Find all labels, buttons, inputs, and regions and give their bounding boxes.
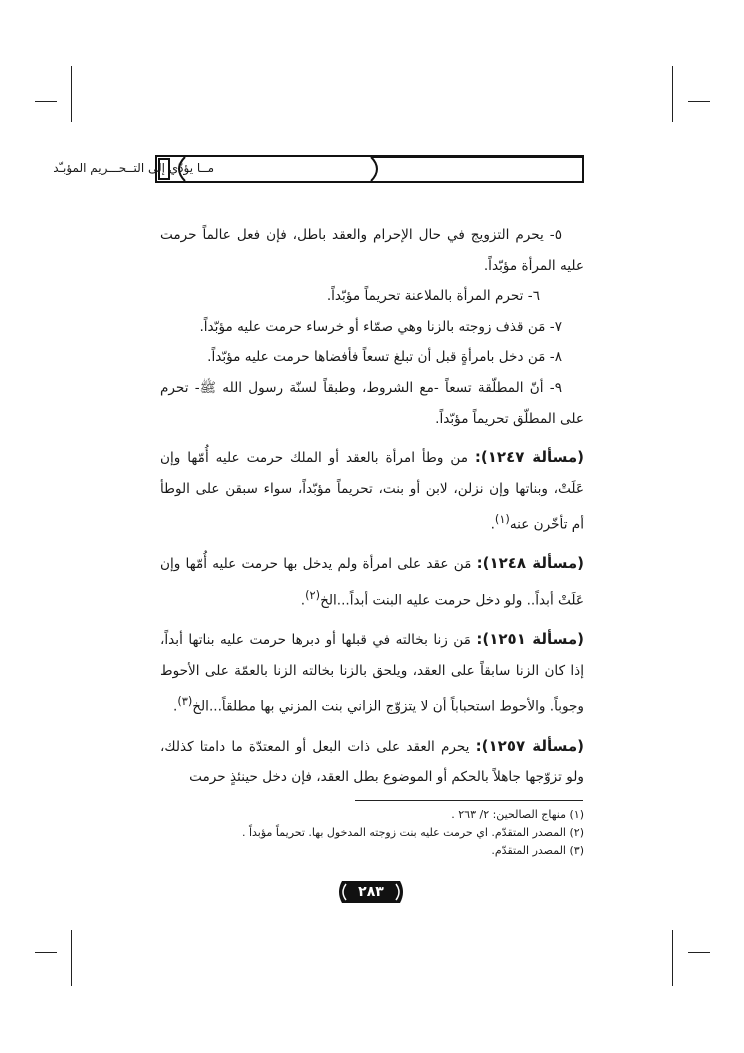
- numbered-item: ٨- مَن دخل بامرأةٍ قبل أن تبلغ تسعاً فأفضاها حرمت عليه مؤبّداً.: [207, 349, 562, 366]
- footnote-ref[interactable]: (١): [494, 512, 510, 527]
- footnote: (٣) المصدر المتقدّم.: [491, 844, 584, 857]
- masala-paragraph: (مسألة ١٢٥١): مَن زنا بخالته في قبلها أو دبرها حرمت عليه بناتها أبداً، إذا كان الزنا سابقاً على العقد، ويلحق بالزنا بخالته الزنا بالعمّة على الأحوط وجوباً. والأحوط استحباباً أن لا يتزوّج الزاني بنت المزني بها مطلقاً...الخ$^{(٣)}$.: [160, 630, 584, 715]
- main-text: [160, 220, 584, 793]
- numbered-item: ٥- يحرم التزويج في حال الإحرام والعقد باطل، فإن فعل عالماً حرمت عليه المرأة مؤبّداً.: [160, 227, 584, 274]
- crop-mark: [35, 952, 57, 953]
- masala-paragraph: (مسألة ١٢٤٨): مَن عقد على امرأة ولم يدخل بها حرمت عليه أُمّها وإن عَلَتْ أبداً.. ولو دخل حرمت عليه البنت أبداً...الخ$^{(٢)}$.: [160, 554, 584, 609]
- masala-heading: (مسألة ١٢٤٨):: [476, 554, 584, 573]
- numbered-item: ٦- تحرم المرأة بالملاعنة تحريماً مؤبّداً.: [326, 288, 540, 305]
- masala-paragraph: (مسألة ١٢٤٧): من وطأ امرأة بالعقد أو الملك حرمت عليه أُمّها وإن عَلَتْ، وبناتها وإن نزلن، لابن أو بنت، تحريماً مؤبّداً، سواء سبقن على الوطأ أم تأخّرن عنه$^{(١)}$.: [160, 448, 584, 533]
- crop-mark: [688, 101, 710, 102]
- masala-heading: (مسألة ١٢٥٧):: [475, 736, 584, 755]
- masala-paragraph: (مسألة ١٢٥٧): يحرم العقد على ذات البعل أو المعتدّة ما دامتا كذلك، ولو تزوّجها جاهلاً بالحكم أو الموضوع بطل العقد، فإن دخل حينئذٍ حرمت: [160, 736, 584, 786]
- footnote: (١) منهاج الصالحين: ٢/ ٢٦٣ .: [451, 808, 584, 821]
- crop-mark: [688, 952, 710, 953]
- header-ornament: [155, 155, 584, 183]
- crop-mark: [71, 66, 72, 122]
- crop-mark: [35, 101, 57, 102]
- page-number: ٢٨٣: [358, 884, 384, 900]
- footnote: (٢) المصدر المتقدّم. اي حرمت عليه بنت زوجته المدخول بها. تحريماً مؤبداً .: [241, 826, 584, 839]
- numbered-item: ٩- أنّ المطلّقة تسعاً -مع الشروط، وطبقاً لسنّة رسول الله ﷺ- تحرم على المطلّق تحريماً مؤبّداً.: [160, 379, 584, 427]
- running-header-title: مــا يؤدّي إلى التــحـــريم المؤبـّد: [53, 161, 214, 175]
- crop-mark: [672, 66, 673, 122]
- masala-heading: (مسألة ١٢٥١):: [476, 630, 584, 649]
- footnote-separator: [355, 800, 583, 801]
- numbered-item: ٧- مَن قذف زوجته بالزنا وهي صمّاء أو خرساء حرمت عليه مؤبّداً.: [199, 318, 562, 335]
- crop-mark: [672, 930, 673, 986]
- running-header-frame: [155, 155, 584, 183]
- footnote-ref[interactable]: (٣): [177, 694, 193, 709]
- crop-mark: [71, 930, 72, 986]
- masala-heading: (مسألة ١٢٤٧):: [474, 448, 584, 467]
- footnote-ref[interactable]: (٢): [305, 588, 321, 603]
- footnotes: [200, 806, 584, 860]
